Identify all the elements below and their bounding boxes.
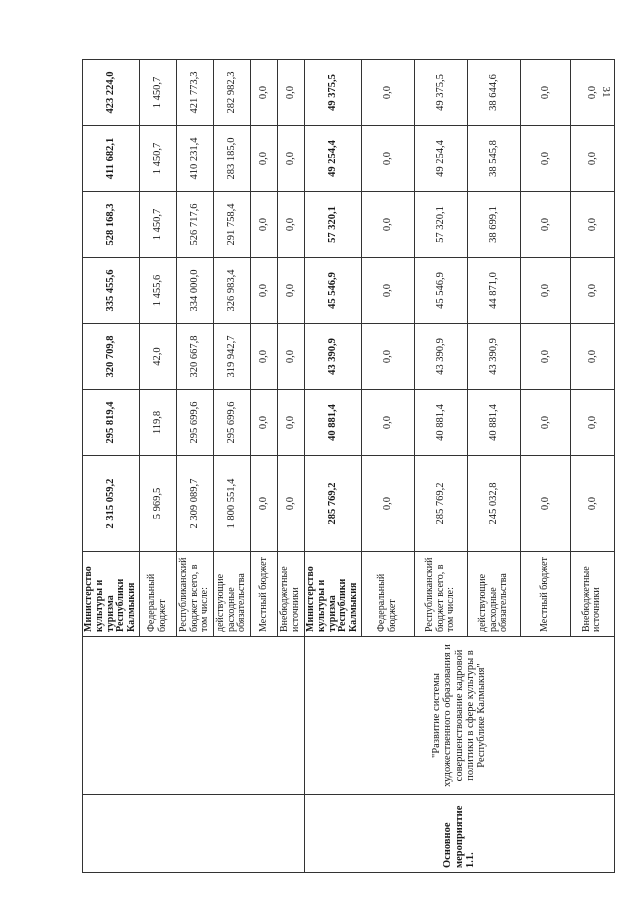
value-cell: 0,0: [570, 60, 614, 126]
table-row: [83, 60, 140, 873]
value-cell: 0,0: [277, 258, 304, 324]
value-cell: 57 320,1: [304, 192, 361, 258]
value-cell: 38 644,6: [467, 60, 520, 126]
value-cell: 285 769,2: [304, 456, 361, 552]
value-cell: 45 546,9: [304, 258, 361, 324]
value-cell: 0,0: [570, 324, 614, 390]
value-cell: 40 881,4: [304, 390, 361, 456]
value-cell: 0,0: [520, 324, 570, 390]
value-cell: 1 450,7: [139, 60, 176, 126]
value-cell: 0,0: [250, 324, 277, 390]
table-row: [304, 60, 361, 873]
value-cell: 0,0: [250, 258, 277, 324]
value-cell: 326 983,4: [213, 258, 250, 324]
value-cell: 2 315 059,2: [83, 456, 140, 552]
value-cell: 38 545,8: [467, 126, 520, 192]
value-cell: 40 881,4: [467, 390, 520, 456]
value-cell: 43 390,9: [304, 324, 361, 390]
value-cell: 44 871,0: [467, 258, 520, 324]
value-cell: 0,0: [250, 60, 277, 126]
value-cell: 42,0: [139, 324, 176, 390]
value-cell: 0,0: [570, 456, 614, 552]
rotated-table-container: [82, 71, 603, 873]
value-cell: 0,0: [277, 126, 304, 192]
value-cell: 1 455,6: [139, 258, 176, 324]
value-cell: 45 546,9: [414, 258, 467, 324]
budget-table-body: [83, 60, 615, 873]
value-cell: 411 682,1: [83, 126, 140, 192]
value-cell: 43 390,9: [414, 324, 467, 390]
value-cell: 0,0: [361, 126, 414, 192]
source-label: Республиканский бюджет всего, в том числе:: [414, 552, 467, 637]
value-cell: 0,0: [250, 456, 277, 552]
measure-name: Основное мероприятие 1.1.: [304, 795, 614, 873]
value-cell: 410 231,4: [176, 126, 213, 192]
source-label: Внебюджетные источники: [277, 552, 304, 637]
value-cell: 245 032,8: [467, 456, 520, 552]
value-cell: 0,0: [570, 390, 614, 456]
value-cell: 421 773,3: [176, 60, 213, 126]
value-cell: 1 450,7: [139, 126, 176, 192]
value-cell: 40 881,4: [414, 390, 467, 456]
source-label: Местный бюджет: [250, 552, 277, 637]
value-cell: 0,0: [520, 126, 570, 192]
value-cell: 0,0: [570, 258, 614, 324]
value-cell: 1 800 551,4: [213, 456, 250, 552]
page-number: 31: [600, 86, 612, 98]
measure-name-cell: [83, 795, 305, 873]
value-cell: 57 320,1: [414, 192, 467, 258]
measure-description: "Развитие системы художественного образования и совершенствование кадровой политики в сфере культуры в Республике Калмыкия": [304, 637, 614, 795]
value-cell: 0,0: [277, 60, 304, 126]
value-cell: 295 699,6: [176, 390, 213, 456]
value-cell: 0,0: [250, 390, 277, 456]
value-cell: 282 982,3: [213, 60, 250, 126]
source-label: Республиканский бюджет всего, в том числе:: [176, 552, 213, 637]
value-cell: 0,0: [520, 60, 570, 126]
value-cell: 0,0: [520, 258, 570, 324]
value-cell: 334 000,0: [176, 258, 213, 324]
value-cell: 0,0: [361, 324, 414, 390]
source-label: действующие расходные обязательства: [467, 552, 520, 637]
value-cell: 335 455,6: [83, 258, 140, 324]
source-label: Министерство культуры и туризма Республики Калмыкия: [304, 552, 361, 637]
source-label: действующие расходные обязательства: [213, 552, 250, 637]
value-cell: 2 309 089,7: [176, 456, 213, 552]
value-cell: 38 699,1: [467, 192, 520, 258]
value-cell: 0,0: [520, 390, 570, 456]
value-cell: 0,0: [277, 390, 304, 456]
value-cell: 0,0: [520, 192, 570, 258]
value-cell: 295 819,4: [83, 390, 140, 456]
measure-description-cell: [83, 637, 305, 795]
value-cell: 526 717,6: [176, 192, 213, 258]
source-label: Местный бюджет: [520, 552, 570, 637]
source-label: Внебюджетные источники: [570, 552, 614, 637]
budget-table: [82, 59, 615, 873]
source-label: Министерство культуры и туризма Республики Калмыкия: [83, 552, 140, 637]
source-label: Федеральный бюджет: [361, 552, 414, 637]
value-cell: 0,0: [361, 258, 414, 324]
value-cell: 295 699,6: [213, 390, 250, 456]
value-cell: 0,0: [277, 456, 304, 552]
value-cell: 49 254,4: [414, 126, 467, 192]
value-cell: 320 709,8: [83, 324, 140, 390]
value-cell: 319 942,7: [213, 324, 250, 390]
value-cell: 0,0: [277, 192, 304, 258]
source-label: Федеральный бюджет: [139, 552, 176, 637]
value-cell: 49 375,5: [414, 60, 467, 126]
value-cell: 49 375,5: [304, 60, 361, 126]
value-cell: 0,0: [570, 126, 614, 192]
value-cell: 0,0: [520, 456, 570, 552]
value-cell: 0,0: [277, 324, 304, 390]
value-cell: 0,0: [250, 126, 277, 192]
value-cell: 423 224,0: [83, 60, 140, 126]
value-cell: 320 667,8: [176, 324, 213, 390]
value-cell: 285 769,2: [414, 456, 467, 552]
value-cell: 0,0: [570, 192, 614, 258]
value-cell: 291 758,4: [213, 192, 250, 258]
value-cell: 0,0: [250, 192, 277, 258]
value-cell: 0,0: [361, 390, 414, 456]
value-cell: 43 390,9: [467, 324, 520, 390]
value-cell: 0,0: [361, 60, 414, 126]
value-cell: 119,8: [139, 390, 176, 456]
value-cell: 49 254,4: [304, 126, 361, 192]
value-cell: 1 450,7: [139, 192, 176, 258]
value-cell: 0,0: [361, 456, 414, 552]
value-cell: 283 185,0: [213, 126, 250, 192]
value-cell: 0,0: [361, 192, 414, 258]
value-cell: 5 969,5: [139, 456, 176, 552]
value-cell: 528 168,3: [83, 192, 140, 258]
